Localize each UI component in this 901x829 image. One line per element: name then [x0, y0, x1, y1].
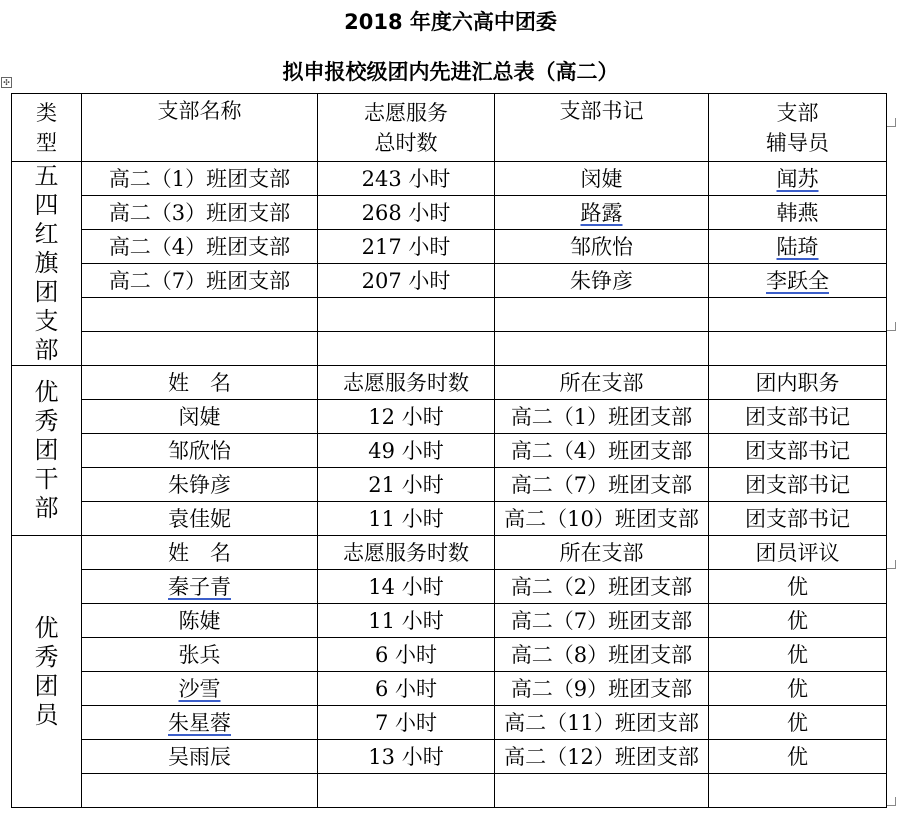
- table-row: [12, 706, 887, 740]
- header-hours: 志愿服务时数: [318, 366, 495, 400]
- section3-header-row: [12, 536, 887, 570]
- empty-cell[interactable]: [709, 774, 887, 808]
- role-cell: 团支部书记: [709, 400, 887, 434]
- row-end-mark-icon: [887, 322, 896, 331]
- empty-cell[interactable]: [495, 332, 709, 366]
- table-row: [12, 502, 887, 536]
- table-row: [12, 638, 887, 672]
- row-end-mark-icon: [887, 560, 896, 569]
- empty-cell[interactable]: [318, 774, 495, 808]
- eval-cell: 优: [709, 706, 887, 740]
- hours-cell: 243 小时: [318, 162, 495, 196]
- hours-cell: 217 小时: [318, 230, 495, 264]
- hours-cell: 21 小时: [318, 468, 495, 502]
- header-volunteer-total: 志愿服务 总时数: [318, 94, 495, 162]
- counselor-cell: 李跃全: [709, 264, 887, 298]
- role-cell: 团支部书记: [709, 468, 887, 502]
- empty-cell[interactable]: [318, 332, 495, 366]
- table-row: [12, 264, 887, 298]
- empty-cell[interactable]: [709, 298, 887, 332]
- counselor-cell: 陆琦: [709, 230, 887, 264]
- table-row: [12, 230, 887, 264]
- name-cell: 沙雪: [82, 672, 318, 706]
- branch-cell: 高二（4）班团支部: [82, 230, 318, 264]
- counselor-cell: 韩燕: [709, 196, 887, 230]
- table-row: [12, 604, 887, 638]
- name-cell: 邹欣怡: [82, 434, 318, 468]
- section2-header-row: [12, 366, 887, 400]
- branch-cell: 高二（7）班团支部: [82, 264, 318, 298]
- branch-cell: 高二（8）班团支部: [495, 638, 709, 672]
- secretary-cell: 朱铮彦: [495, 264, 709, 298]
- hours-cell: 12 小时: [318, 400, 495, 434]
- eval-cell: 优: [709, 638, 887, 672]
- eval-cell: 优: [709, 672, 887, 706]
- doc-title-line2: 拟申报校级团内先进汇总表（高二）: [282, 60, 619, 84]
- name-cell: 朱铮彦: [82, 468, 318, 502]
- header-name: 姓 名: [82, 366, 318, 400]
- header-hours: 志愿服务时数: [318, 536, 495, 570]
- counselor-cell: 闻苏: [709, 162, 887, 196]
- empty-row: [12, 332, 887, 366]
- empty-row: [12, 298, 887, 332]
- table-row: [12, 740, 887, 774]
- empty-cell[interactable]: [82, 774, 318, 808]
- hours-cell: 11 小时: [318, 502, 495, 536]
- name-cell: 闵婕: [82, 400, 318, 434]
- role-cell: 团支部书记: [709, 434, 887, 468]
- branch-cell: 高二（1）班团支部: [495, 400, 709, 434]
- header-eval: 团员评议: [709, 536, 887, 570]
- table-row: [12, 468, 887, 502]
- empty-cell[interactable]: [82, 298, 318, 332]
- header-secretary: 支部书记: [495, 94, 709, 162]
- empty-row: [12, 774, 887, 808]
- name-cell: 秦子青: [82, 570, 318, 604]
- header-role: 团内职务: [709, 366, 887, 400]
- doc-title-line1: 2018 年度六高中团委: [344, 10, 557, 34]
- role-cell: 团支部书记: [709, 502, 887, 536]
- branch-cell: 高二（9）班团支部: [495, 672, 709, 706]
- hours-cell: 14 小时: [318, 570, 495, 604]
- secretary-cell: 闵婕: [495, 162, 709, 196]
- hours-cell: 207 小时: [318, 264, 495, 298]
- row-end-mark-icon: [887, 797, 896, 806]
- empty-cell[interactable]: [709, 332, 887, 366]
- table-row: [12, 196, 887, 230]
- eval-cell: 优: [709, 740, 887, 774]
- table-row: [12, 162, 887, 196]
- eval-cell: 优: [709, 570, 887, 604]
- branch-cell: 高二（12）班团支部: [495, 740, 709, 774]
- header-branch: 所在支部: [495, 536, 709, 570]
- header-type: 类 型: [12, 94, 82, 162]
- branch-cell: 高二（11）班团支部: [495, 706, 709, 740]
- name-cell: 朱星蓉: [82, 706, 318, 740]
- table-row: [12, 672, 887, 706]
- header-branch-name: 支部名称: [82, 94, 318, 162]
- secretary-cell: 邹欣怡: [495, 230, 709, 264]
- section3-label: 优 秀 团 员: [12, 536, 82, 808]
- name-cell: 陈婕: [82, 604, 318, 638]
- branch-cell: 高二（4）班团支部: [495, 434, 709, 468]
- table-row: [12, 434, 887, 468]
- summary-table: [11, 93, 887, 808]
- secretary-cell: 路露: [495, 196, 709, 230]
- branch-cell: 高二（2）班团支部: [495, 570, 709, 604]
- table-move-handle-icon[interactable]: ✣: [1, 77, 12, 88]
- table-row: [12, 570, 887, 604]
- hours-cell: 49 小时: [318, 434, 495, 468]
- empty-cell[interactable]: [318, 298, 495, 332]
- eval-cell: 优: [709, 604, 887, 638]
- name-cell: 吴雨辰: [82, 740, 318, 774]
- branch-cell: 高二（1）班团支部: [82, 162, 318, 196]
- header-counselor: 支部 辅导员: [709, 94, 887, 162]
- empty-cell[interactable]: [495, 774, 709, 808]
- branch-cell: 高二（10）班团支部: [495, 502, 709, 536]
- hours-cell: 11 小时: [318, 604, 495, 638]
- name-cell: 张兵: [82, 638, 318, 672]
- header-branch: 所在支部: [495, 366, 709, 400]
- empty-cell[interactable]: [82, 332, 318, 366]
- name-cell: 袁佳妮: [82, 502, 318, 536]
- branch-cell: 高二（3）班团支部: [82, 196, 318, 230]
- branch-cell: 高二（7）班团支部: [495, 468, 709, 502]
- row-end-mark-icon: [887, 118, 896, 127]
- table-header-row: [12, 94, 887, 162]
- section1-label: 五 四 红 旗 团 支 部: [12, 162, 82, 366]
- header-name: 姓 名: [82, 536, 318, 570]
- hours-cell: 6 小时: [318, 672, 495, 706]
- hours-cell: 13 小时: [318, 740, 495, 774]
- empty-cell[interactable]: [495, 298, 709, 332]
- hours-cell: 7 小时: [318, 706, 495, 740]
- section2-label: 优 秀 团 干 部: [12, 366, 82, 536]
- branch-cell: 高二（7）班团支部: [495, 604, 709, 638]
- table-row: [12, 400, 887, 434]
- hours-cell: 6 小时: [318, 638, 495, 672]
- hours-cell: 268 小时: [318, 196, 495, 230]
